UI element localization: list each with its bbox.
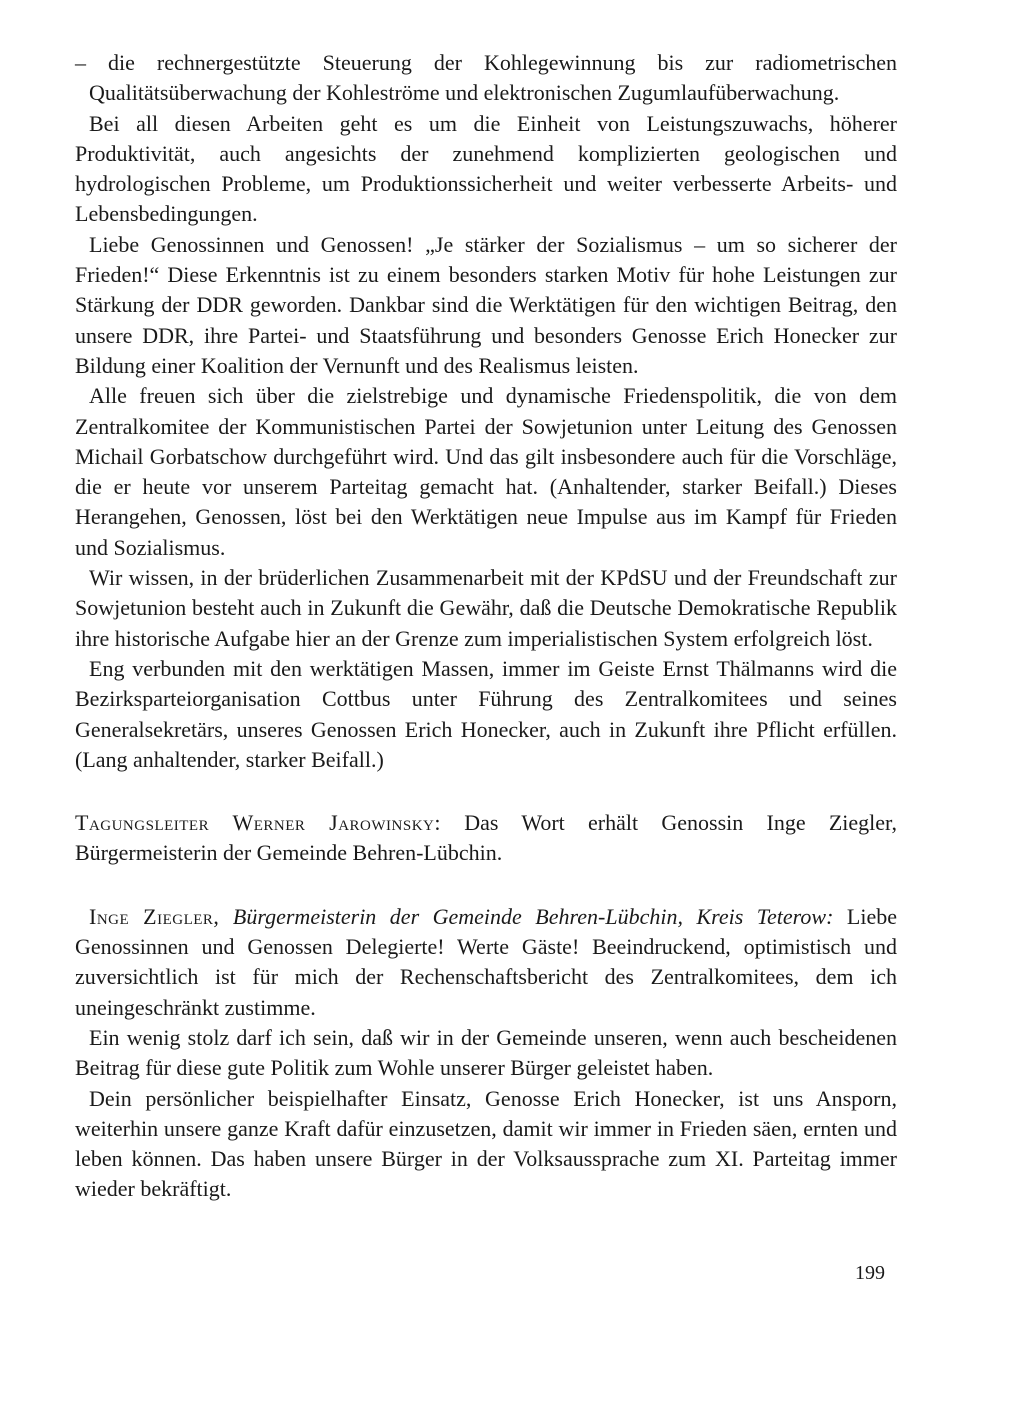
- paragraph-3: Liebe Genossinnen und Genossen! „Je stärker der Sozialismus – um so sicherer der Frieden!“ Diese Erkenntnis ist zu einem besonders starken Motiv für hohe Leistungen zur Stärkung der DDR geworden. Dankbar sind die Werktätigen für den wichtigen Beitrag, den unsere DDR, ihre Partei- und Staatsführung und besonders Genosse Erich Honecker zur Bildung einer Koalition der Vernunft und des Realismus leisten.: [75, 231, 897, 378]
- speaker-name: Inge Ziegler,: [89, 903, 220, 929]
- chair-speaker-label: Tagungsleiter Werner Jarowinsky:: [75, 810, 441, 836]
- chair-statement: [75, 808, 897, 869]
- page-number: 199: [855, 1262, 885, 1284]
- paragraph-1: – die rechnergestützte Steuerung der Kohlegewinnung bis zur radiometrischen Qualitätsüberwachung der Kohleströme und elektronischen Zugumlaufüberwachung.: [75, 50, 897, 106]
- paragraph-6: Eng verbunden mit den werktätigen Massen, immer im Geiste Ernst Thälmanns wird die Bezirksparteiorganisation Cottbus unter Führung des Zentralkomitees und seines Generalsekretärs, unseres Genossen Erich Honecker, auch in Zukunft ihre Pflicht erfüllen. (Lang anhaltender, starker Beifall.): [75, 655, 897, 772]
- paragraph-4: Alle freuen sich über die zielstrebige und dynamische Friedenspolitik, die von dem Zentralkomitee der Kommunistischen Partei der Sowjetunion unter Leitung des Genossen Michail Gorbatschow durchgeführt wird. Und das gilt insbesondere auch für die Vorschläge, die er heute vor unserem Parteitag gemacht hat. (Anhaltender, starker Beifall.) Dieses Herangehen, Genossen, löst bei den Werktätigen neue Impulse aus im Kampf für Frieden und Sozialismus.: [75, 383, 897, 560]
- chair-statement-text: Das Wort erhält Genossin Inge Ziegler, Bürgermeisterin der Gemeinde Behren-Lübchin.: [75, 810, 897, 866]
- paragraph-2: Bei all diesen Arbeiten geht es um die Einheit von Leistungszuwachs, höherer Produktivität, auch angesichts der zunehmend komplizierten geologischen und hydrologischen Probleme, um Produktionssicherheit und weiter verbesserte Arbeits- und Lebensbedingungen.: [75, 110, 897, 227]
- paragraph-7: Ein wenig stolz darf ich sein, daß wir in der Gemeinde unseren, wenn auch bescheidenen Beitrag für diese gute Politik zum Wohle unserer Bürger geleistet haben.: [75, 1024, 897, 1081]
- page-body: [75, 48, 897, 1205]
- paragraph-5: Wir wissen, in der brüderlichen Zusammenarbeit mit der KPdSU und der Freundschaft zur Sowjetunion besteht auch in Zukunft die Gewähr, daß die Deutsche Demokratische Republik ihre historische Aufgabe hier an der Grenze zum imperialistischen System erfolgreich löst.: [75, 565, 897, 651]
- speaker-role: Bürgermeisterin der Gemeinde Behren-Lübchin, Kreis Teterow:: [219, 903, 834, 929]
- speaker-opening-text: Liebe Genossinnen und Genossen Delegierte! Werte Gäste! Beeindruckend, optimistisch und zuversichtlich ist für mich der Rechenschaftsbericht des Zentralkomitees, dem ich uneingeschränkt zustimme.: [75, 903, 897, 1020]
- speaker-intro: [75, 902, 897, 1023]
- paragraph-8: Dein persönlicher beispielhafter Einsatz, Genosse Erich Honecker, ist uns Ansporn, weiterhin unsere ganze Kraft dafür einzusetzen, damit wir immer in Frieden säen, ernten und leben können. Das haben unsere Bürger in der Volksaussprache zum XI. Parteitag immer wieder bekräftigt.: [75, 1085, 897, 1202]
